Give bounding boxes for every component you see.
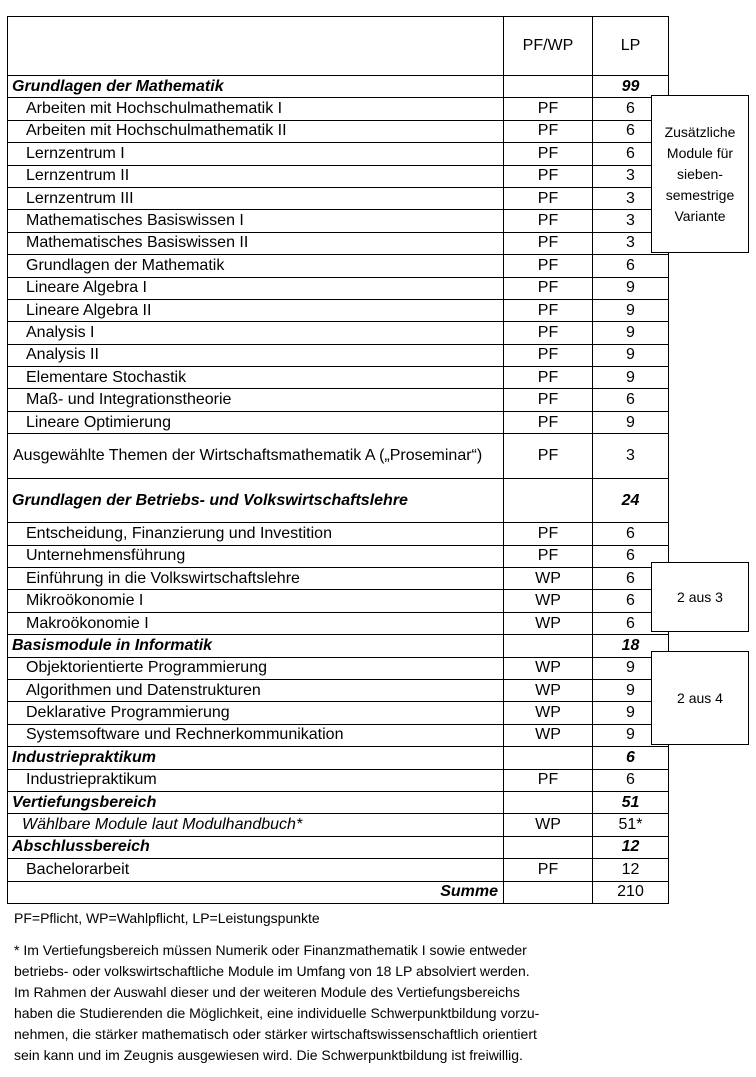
lp-value: 9 (593, 367, 669, 389)
module-row (8, 344, 669, 366)
sum-row (8, 881, 669, 903)
module-name: Summe (8, 881, 504, 903)
pf-wp-value: WP (504, 612, 593, 634)
module-name: Einführung in die Volkswirtschaftslehre (8, 568, 504, 590)
pf-wp-value: WP (504, 702, 593, 724)
module-name: Maß- und Integrationstheorie (8, 389, 504, 411)
footnote-line: haben die Studierenden die Möglichkeit, eine individuelle Schwerpunktbildung vorzu- (14, 1005, 540, 1021)
footnote-line: nehmen, die stärker mathematisch oder stärker wirtschaftswissenschaftlich orientiert (14, 1026, 537, 1042)
pf-wp-value: PF (504, 165, 593, 187)
module-row (8, 679, 669, 701)
pf-wp-value: PF (504, 389, 593, 411)
module-row (8, 657, 669, 679)
lp-value: 9 (593, 679, 669, 701)
pf-wp-value: PF (504, 859, 593, 881)
module-name: Mathematisches Basiswissen II (8, 232, 504, 254)
module-table (7, 16, 669, 904)
module-name: Deklarative Programmierung (8, 702, 504, 724)
module-row (8, 322, 669, 344)
module-name: Elementare Stochastik (8, 367, 504, 389)
pf-wp-value (504, 791, 593, 813)
pf-wp-value: PF (504, 210, 593, 232)
module-name: Wählbare Module laut Modulhandbuch* (8, 814, 504, 836)
section-row (8, 479, 669, 523)
pf-wp-value: WP (504, 724, 593, 746)
footnote-line: sein kann und im Zeugnis ausgewiesen wird. Die Schwerpunktbildung ist freiwillig. (14, 1047, 523, 1063)
module-row (8, 277, 669, 299)
footnote-line: Im Rahmen der Auswahl dieser und der weiteren Module des Vertiefungsbereichs (14, 984, 520, 1000)
module-name: Mathematisches Basiswissen I (8, 210, 504, 232)
pf-wp-value: WP (504, 568, 593, 590)
module-name: Industriepraktikum (8, 769, 504, 791)
pf-wp-value: PF (504, 143, 593, 165)
lp-value: 6 (593, 568, 669, 590)
module-row (8, 590, 669, 612)
lp-value: 6 (593, 120, 669, 142)
note-2-of-3: 2 aus 3 (651, 562, 749, 632)
lp-value: 9 (593, 411, 669, 433)
module-row (8, 165, 669, 187)
pf-wp-value: PF (504, 367, 593, 389)
lp-value: 51 (593, 791, 669, 813)
module-name: Lernzentrum II (8, 165, 504, 187)
pf-wp-value: PF (504, 255, 593, 277)
module-row (8, 523, 669, 545)
module-row (8, 389, 669, 411)
footnote (14, 940, 626, 1066)
module-name: Arbeiten mit Hochschulmathematik II (8, 120, 504, 142)
module-row (8, 814, 669, 836)
lp-value: 9 (593, 344, 669, 366)
module-name: Analysis II (8, 344, 504, 366)
module-row (8, 545, 669, 567)
module-name: Ausgewählte Themen der Wirtschaftsmathematik A („Proseminar“) (8, 434, 504, 479)
module-name: Basismodule in Informatik (8, 635, 504, 657)
pf-wp-value: PF (504, 232, 593, 254)
module-name: Lineare Algebra I (8, 277, 504, 299)
lp-value: 99 (593, 76, 669, 98)
module-row (8, 367, 669, 389)
module-name: Bachelorarbeit (8, 859, 504, 881)
module-row (8, 769, 669, 791)
section-row (8, 747, 669, 769)
lp-value: 51* (593, 814, 669, 836)
lp-value: 9 (593, 277, 669, 299)
module-name: Grundlagen der Mathematik (8, 255, 504, 277)
table-header-row (8, 17, 669, 76)
lp-value: 210 (593, 881, 669, 903)
lp-value: 3 (593, 187, 669, 209)
module-name: Lernzentrum III (8, 187, 504, 209)
module-row (8, 702, 669, 724)
pf-wp-value: PF (504, 187, 593, 209)
pf-wp-value (504, 881, 593, 903)
module-row (8, 255, 669, 277)
module-row (8, 724, 669, 746)
lp-value: 9 (593, 322, 669, 344)
footnote-line: * Im Vertiefungsbereich müssen Numerik oder Finanzmathematik I sowie entweder (14, 942, 527, 958)
pf-wp-value: WP (504, 679, 593, 701)
pf-wp-value (504, 635, 593, 657)
pf-wp-value: PF (504, 769, 593, 791)
module-name: Arbeiten mit Hochschulmathematik I (8, 98, 504, 120)
pf-wp-value (504, 747, 593, 769)
module-row (8, 120, 669, 142)
section-row (8, 791, 669, 813)
pf-wp-value: PF (504, 523, 593, 545)
module-row (8, 210, 669, 232)
note-2-of-4: 2 aus 4 (651, 651, 749, 745)
section-row (8, 635, 669, 657)
header-lp: LP (593, 17, 669, 76)
lp-value: 6 (593, 747, 669, 769)
module-name: Lernzentrum I (8, 143, 504, 165)
module-name: Systemsoftware und Rechnerkommunikation (8, 724, 504, 746)
module-name: Objektorientierte Programmierung (8, 657, 504, 679)
module-name: Mikroökonomie I (8, 590, 504, 612)
module-name: Algorithmen und Datenstrukturen (8, 679, 504, 701)
module-name: Industriepraktikum (8, 747, 504, 769)
lp-value: 3 (593, 165, 669, 187)
lp-value: 9 (593, 724, 669, 746)
module-name: Grundlagen der Mathematik (8, 76, 504, 98)
module-name: Lineare Optimierung (8, 411, 504, 433)
module-name: Abschlussbereich (8, 836, 504, 858)
module-row (8, 232, 669, 254)
lp-value: 6 (593, 545, 669, 567)
module-name: Grundlagen der Betriebs- und Volkswirtschaftslehre (8, 479, 504, 523)
pf-wp-value: PF (504, 411, 593, 433)
lp-value: 6 (593, 612, 669, 634)
module-row (8, 859, 669, 881)
module-row (8, 143, 669, 165)
lp-value: 18 (593, 635, 669, 657)
lp-value: 9 (593, 299, 669, 321)
footnote-line: betriebs- oder volkswirtschaftliche Module im Umfang von 18 LP absolviert werden. (14, 963, 530, 979)
lp-value: 6 (593, 769, 669, 791)
pf-wp-value (504, 76, 593, 98)
pf-wp-value: PF (504, 434, 593, 479)
note-seven-semester: Zusätzliche Module für sieben- semestrige Variante (651, 95, 749, 253)
module-row (8, 434, 669, 479)
module-name: Entscheidung, Finanzierung und Investition (8, 523, 504, 545)
lp-value: 12 (593, 859, 669, 881)
module-name: Analysis I (8, 322, 504, 344)
section-row (8, 836, 669, 858)
header-pf-wp: PF/WP (504, 17, 593, 76)
module-name: Lineare Algebra II (8, 299, 504, 321)
module-name: Unternehmensführung (8, 545, 504, 567)
module-row (8, 411, 669, 433)
lp-value: 9 (593, 657, 669, 679)
pf-wp-value: WP (504, 657, 593, 679)
lp-value: 6 (593, 590, 669, 612)
pf-wp-value: PF (504, 322, 593, 344)
section-row (8, 76, 669, 98)
module-row (8, 568, 669, 590)
lp-value: 24 (593, 479, 669, 523)
module-row (8, 612, 669, 634)
legend: PF=Pflicht, WP=Wahlpflicht, LP=Leistungspunkte (14, 910, 320, 926)
lp-value: 6 (593, 389, 669, 411)
module-name: Makroökonomie I (8, 612, 504, 634)
pf-wp-value (504, 836, 593, 858)
lp-value: 3 (593, 434, 669, 479)
pf-wp-value (504, 479, 593, 523)
pf-wp-value: PF (504, 120, 593, 142)
header-empty-cell (8, 17, 504, 76)
lp-value: 6 (593, 255, 669, 277)
pf-wp-value: WP (504, 814, 593, 836)
lp-value: 3 (593, 232, 669, 254)
lp-value: 6 (593, 143, 669, 165)
pf-wp-value: PF (504, 545, 593, 567)
pf-wp-value: PF (504, 98, 593, 120)
lp-value: 9 (593, 702, 669, 724)
module-row (8, 98, 669, 120)
module-row (8, 187, 669, 209)
module-row (8, 299, 669, 321)
lp-value: 6 (593, 98, 669, 120)
lp-value: 6 (593, 523, 669, 545)
module-name: Vertiefungsbereich (8, 791, 504, 813)
pf-wp-value: WP (504, 590, 593, 612)
lp-value: 3 (593, 210, 669, 232)
pf-wp-value: PF (504, 299, 593, 321)
pf-wp-value: PF (504, 344, 593, 366)
pf-wp-value: PF (504, 277, 593, 299)
lp-value: 12 (593, 836, 669, 858)
